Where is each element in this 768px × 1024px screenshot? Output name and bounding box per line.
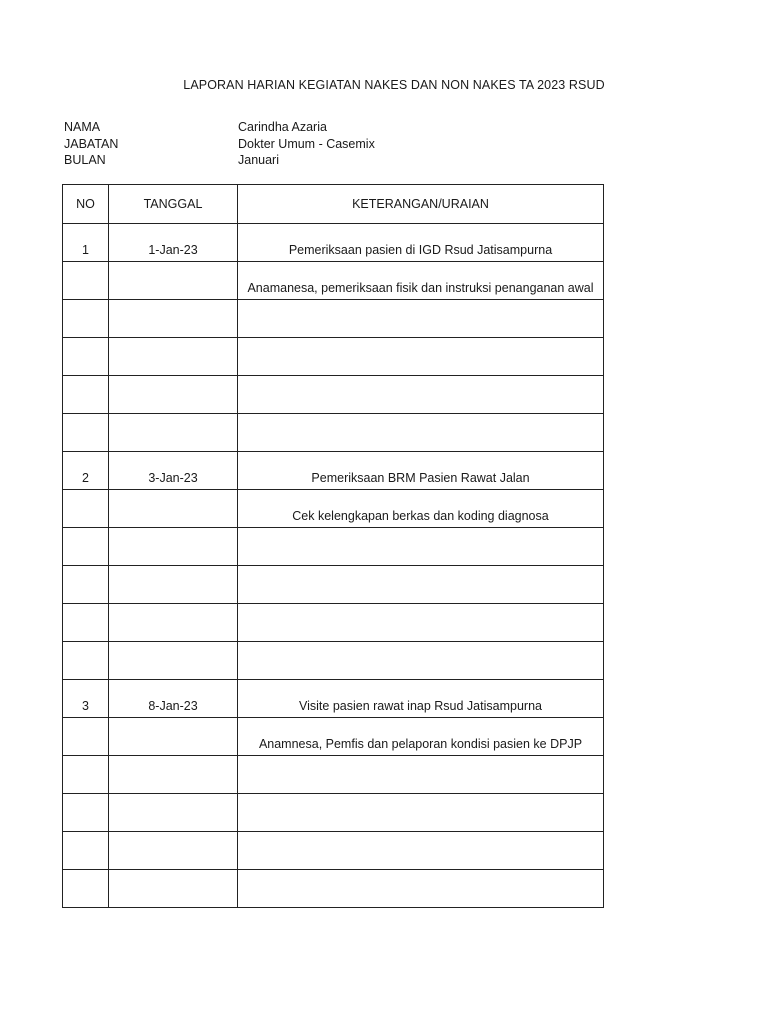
table-row: [63, 718, 604, 756]
info-value: Dokter Umum - Casemix: [238, 136, 375, 151]
table-row: [63, 452, 604, 490]
cell-no: [63, 262, 109, 300]
info-value: Carindha Azaria: [238, 120, 327, 134]
table-row: [63, 832, 604, 870]
cell-keterangan: [238, 300, 604, 338]
cell-keterangan: [238, 376, 604, 414]
cell-tanggal: 8-Jan-23: [109, 680, 238, 718]
cell-no: [63, 300, 109, 338]
cell-no: [63, 414, 109, 452]
cell-tanggal: [109, 566, 238, 604]
cell-tanggal: [109, 300, 238, 338]
cell-keterangan: Cek kelengkapan berkas dan koding diagnosa: [238, 490, 604, 528]
cell-keterangan: Visite pasien rawat inap Rsud Jatisampurna: [238, 680, 604, 718]
cell-no: [63, 338, 109, 376]
cell-tanggal: [109, 870, 238, 908]
info-label: NAMA: [64, 120, 101, 134]
table-row: [63, 566, 604, 604]
cell-keterangan: Pemeriksaan BRM Pasien Rawat Jalan: [238, 452, 604, 490]
cell-no: [63, 794, 109, 832]
cell-no: [63, 870, 109, 908]
cell-tanggal: [109, 756, 238, 794]
cell-keterangan: Pemeriksaan pasien di IGD Rsud Jatisampurna: [238, 224, 604, 262]
cell-keterangan: [238, 566, 604, 604]
cell-tanggal: [109, 338, 238, 376]
table-row: [63, 224, 604, 262]
cell-no: [63, 376, 109, 414]
cell-no: [63, 718, 109, 756]
info-value: Januari: [238, 153, 279, 167]
column-header-no: NO: [63, 185, 109, 224]
cell-tanggal: [109, 604, 238, 642]
table-row: [63, 300, 604, 338]
cell-no: [63, 642, 109, 680]
cell-keterangan: [238, 794, 604, 832]
cell-tanggal: [109, 642, 238, 680]
cell-no: 1: [63, 224, 109, 262]
cell-keterangan: [238, 604, 604, 642]
cell-tanggal: 1-Jan-23: [109, 224, 238, 262]
table-row: [63, 376, 604, 414]
table-row: [63, 870, 604, 908]
cell-no: [63, 528, 109, 566]
cell-tanggal: [109, 528, 238, 566]
info-label: BULAN: [64, 153, 106, 167]
cell-tanggal: 3-Jan-23: [109, 452, 238, 490]
column-header-tanggal: TANGGAL: [109, 185, 238, 224]
cell-no: [63, 756, 109, 794]
cell-keterangan: Anamanesa, pemeriksaan fisik dan instruksi penanganan awal: [238, 262, 604, 300]
table-row: [63, 604, 604, 642]
cell-no: [63, 490, 109, 528]
cell-keterangan: [238, 756, 604, 794]
cell-keterangan: [238, 870, 604, 908]
cell-tanggal: [109, 414, 238, 452]
table-row: [63, 262, 604, 300]
cell-no: [63, 604, 109, 642]
table-row: [63, 642, 604, 680]
cell-tanggal: [109, 262, 238, 300]
cell-no: 3: [63, 680, 109, 718]
cell-keterangan: [238, 338, 604, 376]
page-title: LAPORAN HARIAN KEGIATAN NAKES DAN NON NAKES TA 2023 RSUD: [183, 78, 605, 92]
cell-no: [63, 566, 109, 604]
cell-no: [63, 832, 109, 870]
cell-tanggal: [109, 794, 238, 832]
cell-no: 2: [63, 452, 109, 490]
table-row: [63, 490, 604, 528]
table-row: [63, 756, 604, 794]
column-header-keterangan: KETERANGAN/URAIAN: [238, 185, 604, 224]
table-row: [63, 528, 604, 566]
cell-tanggal: [109, 718, 238, 756]
activity-table: [62, 184, 604, 908]
cell-tanggal: [109, 490, 238, 528]
table-row: [63, 794, 604, 832]
cell-keterangan: [238, 528, 604, 566]
info-label: JABATAN: [64, 136, 119, 151]
cell-keterangan: Anamnesa, Pemfis dan pelaporan kondisi pasien ke DPJP: [238, 718, 604, 756]
table-row: [63, 680, 604, 718]
table-row: [63, 414, 604, 452]
cell-keterangan: [238, 832, 604, 870]
cell-tanggal: [109, 832, 238, 870]
table-row: [63, 338, 604, 376]
cell-keterangan: [238, 414, 604, 452]
table-header-row: [63, 185, 604, 224]
cell-tanggal: [109, 376, 238, 414]
cell-keterangan: [238, 642, 604, 680]
